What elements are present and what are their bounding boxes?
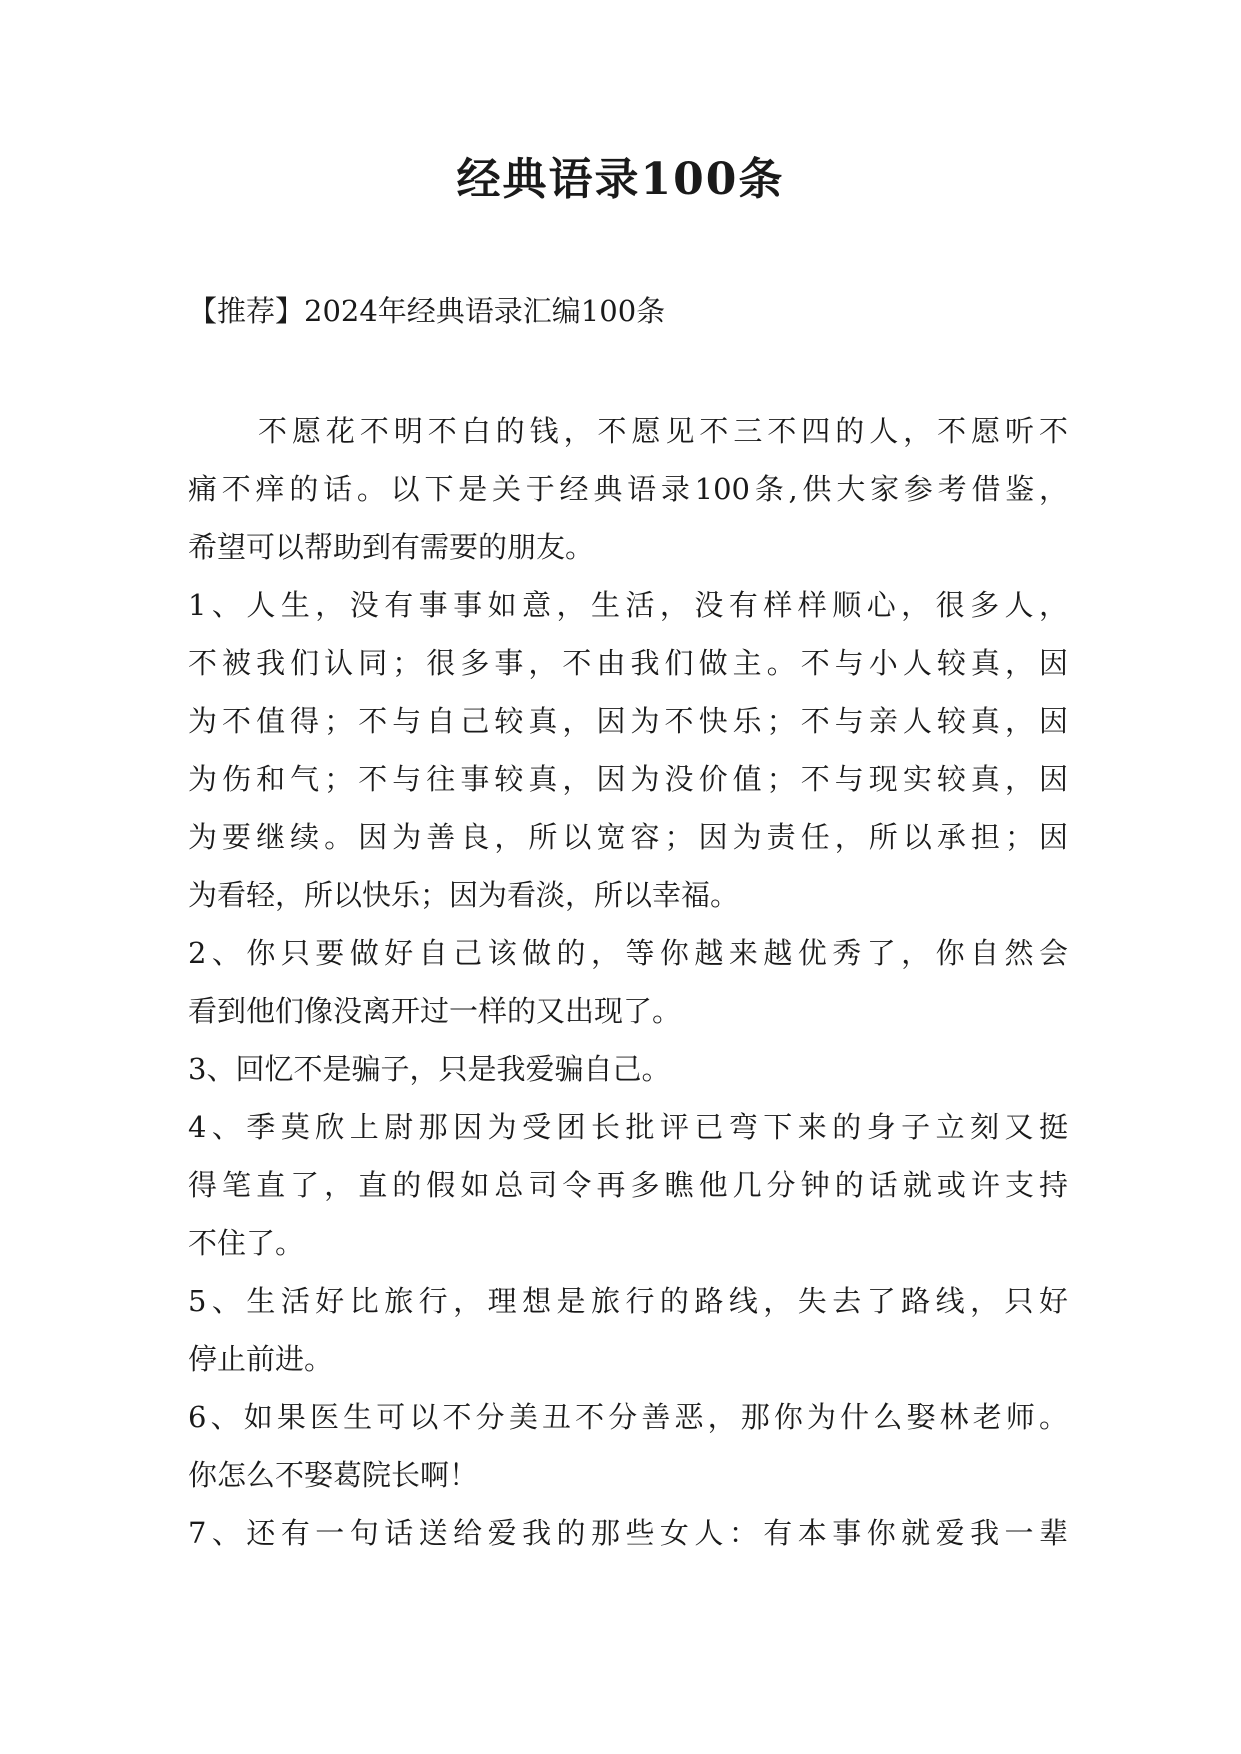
paragraph-line: 不被我们认同；很多事，不由我们做主。不与小人较真，因 bbox=[188, 646, 1068, 680]
paragraph-line: 5、生活好比旅行，理想是旅行的路线，失去了路线，只好 bbox=[188, 1284, 1068, 1318]
paragraph-line: 6、如果医生可以不分美丑不分善恶，那你为什么娶林老师。 bbox=[188, 1400, 1068, 1434]
paragraph-line: 为看轻，所以快乐；因为看淡，所以幸福。 bbox=[188, 878, 740, 912]
paragraph-line: 痛不痒的话。以下是关于经典语录100条,供大家参考借鉴， bbox=[188, 472, 1068, 506]
paragraph-line: 3、回忆不是骗子，只是我爱骗自己。 bbox=[188, 1052, 671, 1086]
document-body bbox=[188, 402, 1068, 1562]
paragraph-line: 1、人生，没有事事如意，生活，没有样样顺心，很多人， bbox=[188, 588, 1068, 622]
paragraph-line: 2、你只要做好自己该做的，等你越来越优秀了，你自然会 bbox=[188, 936, 1068, 970]
document-title: 经典语录100条 bbox=[456, 154, 785, 205]
paragraph-line: 停止前进。 bbox=[188, 1342, 334, 1376]
paragraph-line: 看到他们像没离开过一样的又出现了。 bbox=[188, 994, 682, 1028]
paragraph-line: 你怎么不娶葛院长啊！ bbox=[188, 1458, 479, 1492]
paragraph-line: 不愿花不明不白的钱，不愿见不三不四的人，不愿听不 bbox=[258, 414, 1068, 448]
paragraph-line: 4、季莫欣上尉那因为受团长批评已弯下来的身子立刻又挺 bbox=[188, 1110, 1068, 1144]
paragraph-line: 为要继续。因为善良，所以宽容；因为责任，所以承担；因 bbox=[188, 820, 1068, 854]
paragraph-line: 得笔直了，直的假如总司令再多瞧他几分钟的话就或许支持 bbox=[188, 1168, 1068, 1202]
paragraph-line: 希望可以帮助到有需要的朋友。 bbox=[188, 530, 595, 564]
paragraph-line: 为不值得；不与自己较真，因为不快乐；不与亲人较真，因 bbox=[188, 704, 1068, 738]
paragraph-line: 不住了。 bbox=[188, 1226, 305, 1260]
paragraph-line: 7、还有一句话送给爱我的那些女人：有本事你就爱我一辈 bbox=[188, 1516, 1068, 1550]
paragraph-line: 为伤和气；不与往事较真，因为没价值；不与现实较真，因 bbox=[188, 762, 1068, 796]
document-subtitle: 【推荐】2024年经典语录汇编100条 bbox=[188, 294, 666, 328]
